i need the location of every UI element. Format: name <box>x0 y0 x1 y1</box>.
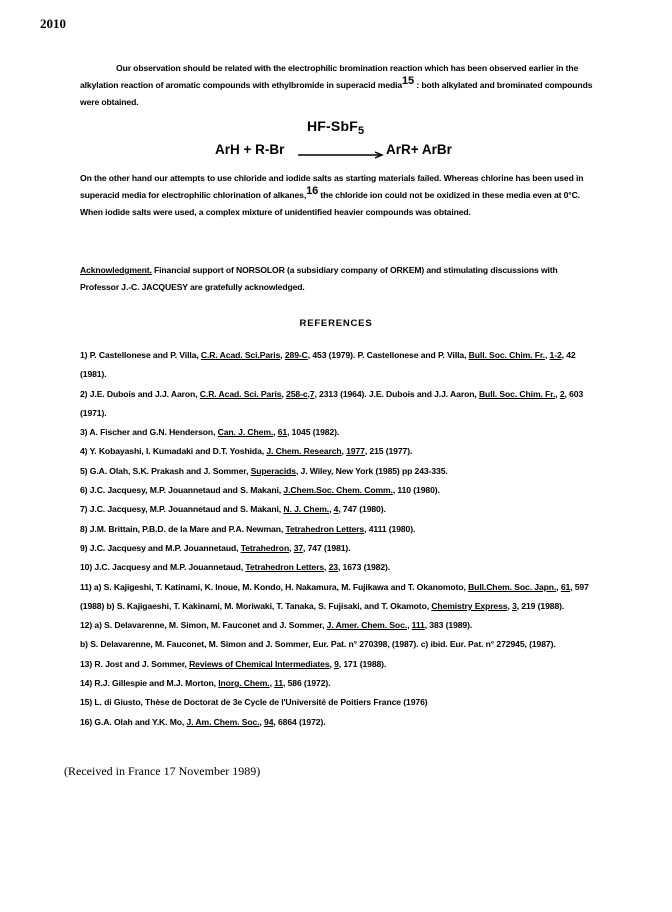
reference-mark: 15 <box>402 75 415 88</box>
reference-text: 5) G.A. Olah, S.K. Prakash and J. Sommer, <box>80 465 251 476</box>
reference-text: , <box>556 581 561 592</box>
reference-text: , <box>289 542 294 553</box>
reference-citation: Chemistry Express <box>431 600 508 611</box>
reference-text: , <box>507 600 513 611</box>
reagent-text: HF-SbF <box>307 118 358 134</box>
reference-citation: Bull. Soc. Chim. Fr. <box>478 388 556 399</box>
reference-text: , 453 (1979). P. Castellonese and P. Villa, <box>307 350 469 360</box>
reference-text: b) S. Delavarenne, M. Fauconet, M. Simon and J. Sommer, Eur. Pat. n° 270398, (1987). c) ibid. Eur. Pat. n° 272945, (1987). <box>80 639 556 650</box>
references-heading: REFERENCES <box>299 318 373 329</box>
reference-text: , <box>259 716 265 727</box>
reference-item <box>80 520 600 539</box>
reference-text: , 747 (1981). <box>303 542 351 553</box>
reference-item <box>80 462 600 481</box>
reference-text: , 597 (1988) b) S. Kajigaeshi, T. Kakinami, M. Moriwaki, T. Tanaka, S. Fujisaki, and T. Okamoto, <box>80 581 589 611</box>
reference-text: 14) R.J. Gillespie and M.J. Morton, <box>80 678 219 689</box>
reference-text: 6) J.C. Jacquesy, M.P. Jouannetaud and S. Makani, <box>80 485 284 496</box>
reference-text: , 171 (1988). <box>338 658 387 669</box>
reference-citation: N. J. Chem. <box>283 504 330 515</box>
reference-item <box>80 558 600 577</box>
reference-item <box>80 674 600 693</box>
reference-text: , 2313 (1964). J.E. Dubois and J.J. Aaron, <box>314 388 479 399</box>
reference-item <box>80 442 600 461</box>
reference-text: , <box>407 620 412 631</box>
reference-text: , <box>281 388 287 399</box>
reference-text: , <box>329 658 335 669</box>
equation-products: ArR+ ArBr <box>386 142 452 157</box>
reference-item <box>80 616 600 635</box>
reference-text: , 603 (1971). <box>80 388 584 418</box>
reference-item <box>80 539 600 558</box>
acknowledgment <box>80 262 598 296</box>
reference-item <box>80 500 600 519</box>
reference-text: , <box>324 562 329 573</box>
equation-reactants: ArH + R-Br <box>215 142 285 157</box>
reference-citation: 1977 <box>346 446 365 457</box>
reference-citation: 61 <box>560 581 571 592</box>
reference-text: , <box>555 388 560 399</box>
reference-citation: 9 <box>334 658 339 669</box>
reference-text: 8) J.M. Brittain, P.B.D. de la Mare and P.A. Newman, <box>80 523 286 534</box>
reference-text: , 42 (1981). <box>80 350 576 380</box>
reference-citation: Tetrahedron <box>240 542 290 553</box>
reference-citation: 23 <box>328 562 338 573</box>
reference-text: 10) J.C. Jacquesy and M.P. Jouannetaud, <box>80 562 246 573</box>
equation-reagent <box>307 118 364 137</box>
reference-text: , <box>329 504 334 515</box>
acknowledgment-text: Financial support of NORSOLOR (a subsidiary company of ORKEM) and stimulating discussions with Professor J.-C. JACQUESY are gratefully acknowledged. <box>80 265 558 293</box>
reference-text: , <box>273 427 278 438</box>
reference-item <box>80 385 600 424</box>
reference-text: 12) a) S. Delavarenne, M. Simon, M. Fauconet and J. Sommer, <box>80 620 327 631</box>
reference-item <box>80 578 600 617</box>
paragraph-text-tail: : both alkylated and brominated compounds were obtained. <box>80 80 593 108</box>
reference-text: 9) J.C. Jacquesy and M.P. Jouannetaud, <box>80 542 241 553</box>
paragraph-chloride-iodide <box>80 170 598 222</box>
reference-item <box>80 635 600 654</box>
paragraph-bromination <box>80 60 598 112</box>
reference-text: , 219 (1988). <box>516 600 565 611</box>
reference-text: , 215 (1977). <box>364 446 413 457</box>
reference-item <box>80 713 600 732</box>
reference-text: 15) L. di Giusto, Thèse de Doctorat de 3e Cycle de l'Université de Poitiers France (1976) <box>80 697 428 708</box>
reference-text: 3) A. Fischer and G.N. Henderson, <box>80 427 218 438</box>
reference-citation: 94 <box>264 716 274 727</box>
reference-mark: 16 <box>306 185 319 198</box>
paragraph-text: Our observation should be related with the electrophilic bromination reaction which has been observed earlier in the alkylation reaction of aromatic compounds with ethylbromide in superacid media <box>80 63 579 91</box>
reference-citation: Can. J. Chem. <box>217 427 274 438</box>
reference-text: 16) G.A. Olah and Y.K. Mo, <box>80 716 187 727</box>
reference-text: 7) J.C. Jacquesy, M.P. Jouannetaud and S. Makani, <box>80 504 284 515</box>
reference-text: , J. Wiley, New York (1985) pp 243-335. <box>295 465 448 476</box>
reference-citation: 61 <box>277 427 288 438</box>
reference-citation: 1-2 <box>549 350 562 360</box>
reference-citation: C.R. Acad. Sci. Paris <box>199 388 282 399</box>
paragraph-text-tail: the chloride ion could not be oxidized in these media even at 0°C. When iodide salts were used, a complex mixture of unidentified heavier compounds was obtained. <box>80 190 580 218</box>
reference-item <box>80 346 600 385</box>
acknowledgment-label: Acknowledgment. <box>80 265 152 275</box>
reference-citation: Inorg. Chem. <box>218 678 270 689</box>
reference-citation: Tetrahedron Letters <box>245 562 325 573</box>
reference-citation: J. Amer. Chem. Soc. <box>326 620 408 631</box>
reference-citation: 289-C <box>284 350 308 360</box>
reference-citation: Superacids <box>250 465 296 476</box>
reference-citation: 2 <box>559 388 565 399</box>
reference-item <box>80 655 600 674</box>
reference-citation: C.R. Acad. Sci.Paris <box>200 350 281 360</box>
reference-citation: 111 <box>411 620 425 631</box>
reference-text: , 1673 (1982). <box>337 562 391 573</box>
reference-citation: Tetrahedron Letters <box>285 523 365 534</box>
reference-citation: Bull.Chem. Soc. Japn. <box>468 581 557 592</box>
reference-text: 13) R. Jost and J. Sommer, <box>80 658 190 669</box>
reference-item <box>80 481 600 500</box>
reference-citation: 258-c,7 <box>286 388 315 399</box>
reference-text: , 383 (1989). <box>424 620 473 631</box>
reference-citation: J.Chem.Soc. Chem. Comm. <box>283 485 393 496</box>
reference-text: 2) J.E. Dubois and J.J. Aaron, <box>80 388 200 399</box>
reference-text: , <box>341 446 347 457</box>
reaction-arrow-icon <box>296 143 386 159</box>
reference-text: 1) P. Castellonese and P. Villa, <box>80 350 201 360</box>
reaction-equation <box>0 118 672 168</box>
reference-item <box>80 423 600 442</box>
received-date: (Received in France 17 November 1989) <box>64 764 261 778</box>
reference-item <box>80 693 600 712</box>
reagent-subscript: 5 <box>357 125 365 137</box>
reference-text: 11) a) S. Kajigeshi, T. Katinami, K. Inoue, M. Kondo, H. Nakamura, M. Fujikawa and T. Okanomoto, <box>80 581 469 592</box>
references-list <box>80 346 600 732</box>
reference-citation: Reviews of Chemical Intermediates <box>189 658 330 669</box>
reference-text: , 4111 (1980). <box>364 523 416 534</box>
reference-text: , 1045 (1982). <box>287 427 340 438</box>
reference-citation: 4 <box>333 504 339 515</box>
reference-citation: 37 <box>293 542 304 553</box>
reference-citation: J. Am. Chem. Soc. <box>186 716 260 727</box>
page-number: 2010 <box>40 16 66 31</box>
reference-text: , <box>280 350 285 360</box>
reference-text: , 6864 (1972). <box>273 716 326 727</box>
paragraph-text: On the other hand our attempts to use chloride and iodide salts as starting materials failed. Whereas chlorine has been used in superacid media for electrophilic chlorination of alkanes, <box>80 173 584 201</box>
reference-text: , <box>544 350 550 360</box>
reference-citation: J. Chem. Research <box>266 446 342 457</box>
reference-citation: 11 <box>274 678 284 689</box>
reference-citation: Bull. Soc. Chim. Fr. <box>468 350 545 360</box>
reference-text: , 110 (1980). <box>392 485 440 496</box>
reference-text: , 747 (1980). <box>338 504 386 515</box>
reference-text: , 586 (1972). <box>283 678 331 689</box>
reference-text: 4) Y. Kobayashi, I. Kumadaki and D.T. Yoshida, <box>80 446 267 457</box>
reference-citation: 3 <box>512 600 517 611</box>
reference-text: , <box>269 678 275 689</box>
